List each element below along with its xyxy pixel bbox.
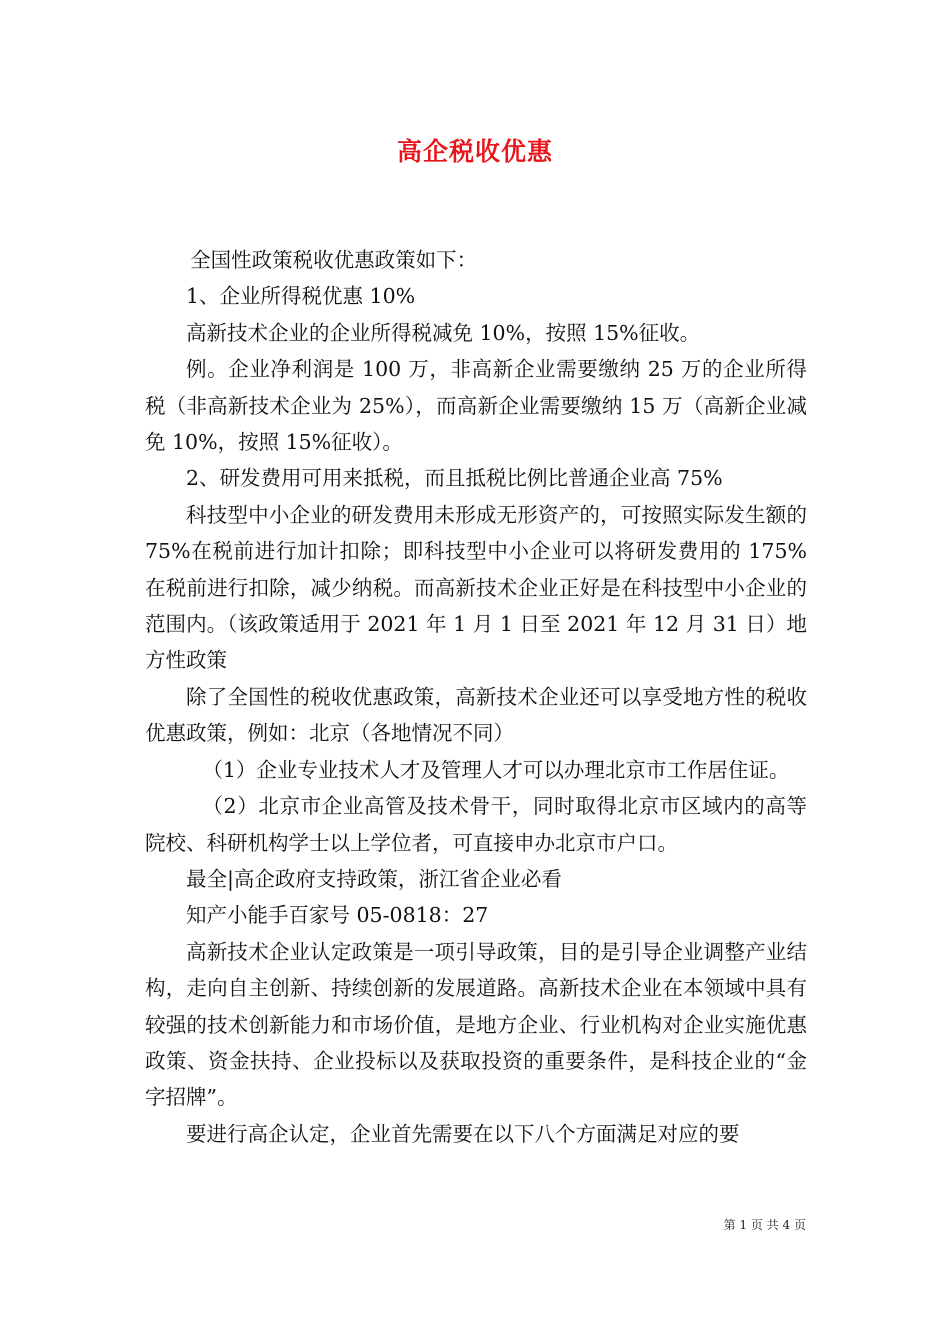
paragraph-heading-2: 2、研发费用可用来抵税，而且抵税比例比普通企业高 75%	[186, 466, 723, 491]
paragraph: 要进行高企认定，企业首先需要在以下八个方面满足对应的要	[186, 1121, 740, 1146]
document-title: 高企税收优惠	[396, 137, 553, 166]
paragraph: 高新技术企业认定政策是一项引导政策，目的是引导企业调整产业结构，走向自主创新、持续创新的发展道路。高新技术企业在本领域中具有较强的技术创新能力和市场价值，是地方企业、行业机构对企业实施优惠政策、资金扶持、企业投标以及获取投资的重要条件，是科技企业的“金字招牌”。	[145, 939, 807, 1110]
paragraph-intro: 全国性政策税收优惠政策如下：	[190, 248, 478, 272]
paragraph: 高新技术企业的企业所得税减免 10%，按照 15%征收。	[186, 320, 701, 345]
paragraph-example: 例。企业净利润是 100 万，非高新企业需要缴纳 25 万的企业所得税（非高新技术企业为 25%），而高新企业需要缴纳 15 万（高新企业减免 10%，按照 15%征收）。	[145, 357, 807, 455]
page-number-footer: 第 1 页 共 4 页	[723, 1218, 806, 1232]
paragraph: 科技型中小企业的研发费用未形成无形资产的，可按照实际发生额的 75%在税前进行加计扣除；即科技型中小企业可以将研发费用的 175%在税前进行扣除，减少纳税。而高新技术企业正好是在科技型中小企业的范围内。（该政策适用于 2021 年 1 月 1 日至 2021 年 12 月 31 日）地方性政策	[145, 502, 807, 673]
paragraph-list-item-1: （1）企业专业技术人才及管理人才可以办理北京市工作居住证。	[202, 757, 790, 782]
paragraph-source: 知产小能手百家号 05-0818：27	[186, 903, 489, 928]
paragraph-list-item-2: （2）北京市企业高管及技术骨干，同时取得北京市区域内的高等院校、科研机构学士以上学位者，可直接申办北京市户口。	[145, 794, 807, 855]
paragraph-subheading: 最全|高企政府支持政策，浙江省企业必看	[186, 866, 562, 891]
paragraph: 除了全国性的税收优惠政策，高新技术企业还可以享受地方性的税收优惠政策，例如：北京（各地情况不同）	[145, 684, 807, 746]
document-body	[145, 242, 807, 1152]
paragraph-heading-1: 1、企业所得税优惠 10%	[186, 284, 416, 309]
